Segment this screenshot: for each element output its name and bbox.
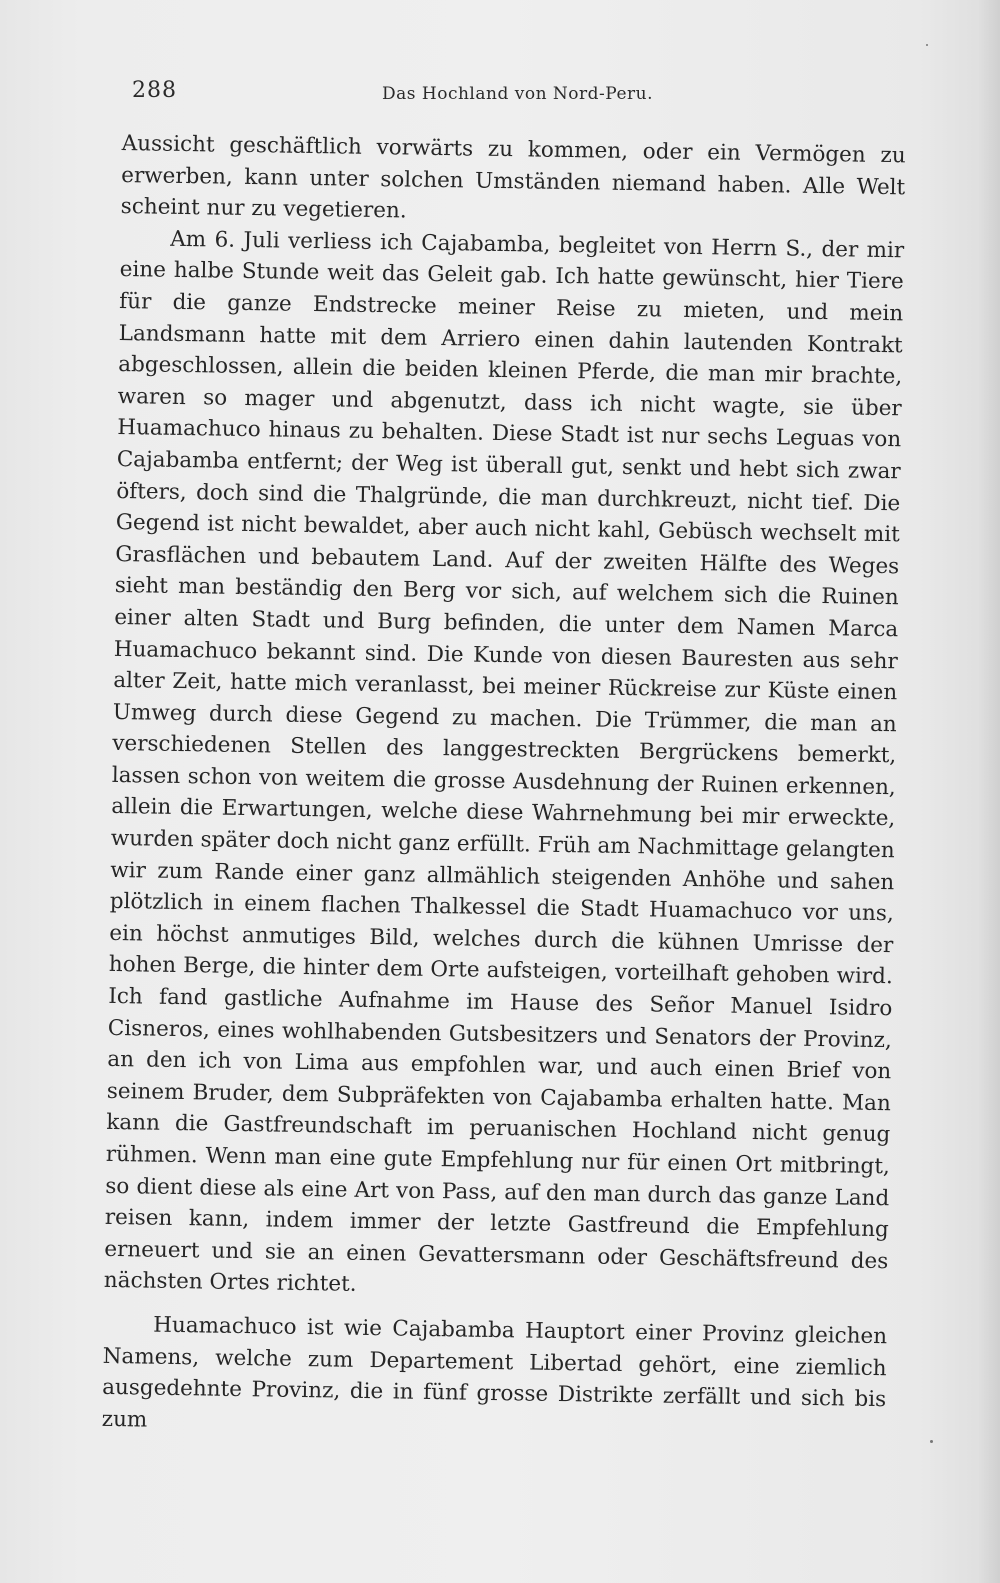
paragraph-huamachuco: Huamachuco ist wie Cajabamba Hauptort einer Provinz gleichen Namens, welche zum Departement Libertad gehört, eine ziemlich ausgedehnte Provinz, die in fünf grosse Distrikte zerfällt und sich bis zum bbox=[101, 1312, 888, 1433]
page-header bbox=[132, 78, 892, 112]
body-text bbox=[101, 128, 905, 1447]
paragraph-journey: Am 6. Juli verliess ich Cajabamba, begleitet von Herrn S., der mir eine halbe Stunde weit das Geleit gab. Ich hatte gewünscht, hier Tiere für die ganze Endstrecke meiner Reise zu mieten, und mein Landsmann hatte mit dem Arriero einen dahin lautenden Kontrakt abgeschlossen, allein die beiden kleinen Pferde, die man mir brachte, waren so mager und abgenutzt, dass ich nicht wagte, sie über Huamachuco hinaus zu behalten. Diese Stadt ist nur sechs Leguas von Cajabamba entfernt; der Weg ist überall gut, senkt und hebt sich zwar öfters, doch sind die Thalgründe, die man durchkreuzt, nicht tief. Die Gegend ist nicht bewaldet, aber auch nicht kahl, Gebüsch wechselt mit Grasflächen und bebautem Land. Auf der zweiten Hälfte des Weges sieht man beständig den Berg vor sich, auf welchem sich die Ruinen einer alten Stadt und Burg befinden, die unter dem Namen Marca Huamachuco bekannt sind. Die Kunde von diesen Bauresten aus sehr alter Zeit, hatte mich veranlasst, bei meiner Rückreise zur Küste einen Umweg durch diese Gegend zu machen. Die Trümmer, die man an verschiedenen Stellen des langgestreckten Bergrückens bemerkt, lassen schon von weitem die grosse Ausdehnung der Ruinen erkennen, allein die Erwartungen, welche diese Wahrnehmung bei mir erweckte, wurden später doch nicht ganz erfüllt. Früh am Nachmittage gelangten wir zum Rande einer ganz allmählich steigenden Anhöhe und sahen plötzlich in einem flachen Thalkessel die Stadt Huamachuco vor uns, ein höchst anmutiges Bild, welches durch die kühnen Umrisse der hohen Berge, die hinter dem Orte aufsteigen, vorteilhaft gehoben wird. Ich fand gastliche Aufnahme im Hause des Señor Manuel Isidro Cisneros, eines wohlhabenden Gutsbesitzers und Senators der Provinz, an den ich von Lima aus empfohlen war, und auch einen Brief von seinem Bruder, dem Subpräfekten von Cajabamba erhalten hatte. Man kann die Gastfreundschaft im peruanischen Hochland nicht genug rühmen. Wenn man eine gute Empfehlung nur für einen Ort mitbringt, so dient diese als eine Art von Pass, auf den man durch das ganze Land reisen kann, indem immer der letzte Gastfreund die Empfehlung erneuert und sie an einen Gevattersmann oder Geschäftsfreund des nächsten Ortes richtet. bbox=[103, 226, 905, 1298]
paragraph-continuation: Aussicht geschäftlich vorwärts zu kommen, oder ein Vermögen zu erwerben, kann unter solchen Umständen niemand haben. Alle Welt scheint nur zu vegetieren. bbox=[120, 130, 906, 224]
paper-speck bbox=[930, 1440, 933, 1443]
paper-speck bbox=[926, 44, 928, 46]
page-edge-shadow bbox=[978, 0, 1000, 1583]
running-title: Das Hochland von Nord-Peru. bbox=[382, 84, 653, 104]
page-number: 288 bbox=[132, 78, 177, 103]
